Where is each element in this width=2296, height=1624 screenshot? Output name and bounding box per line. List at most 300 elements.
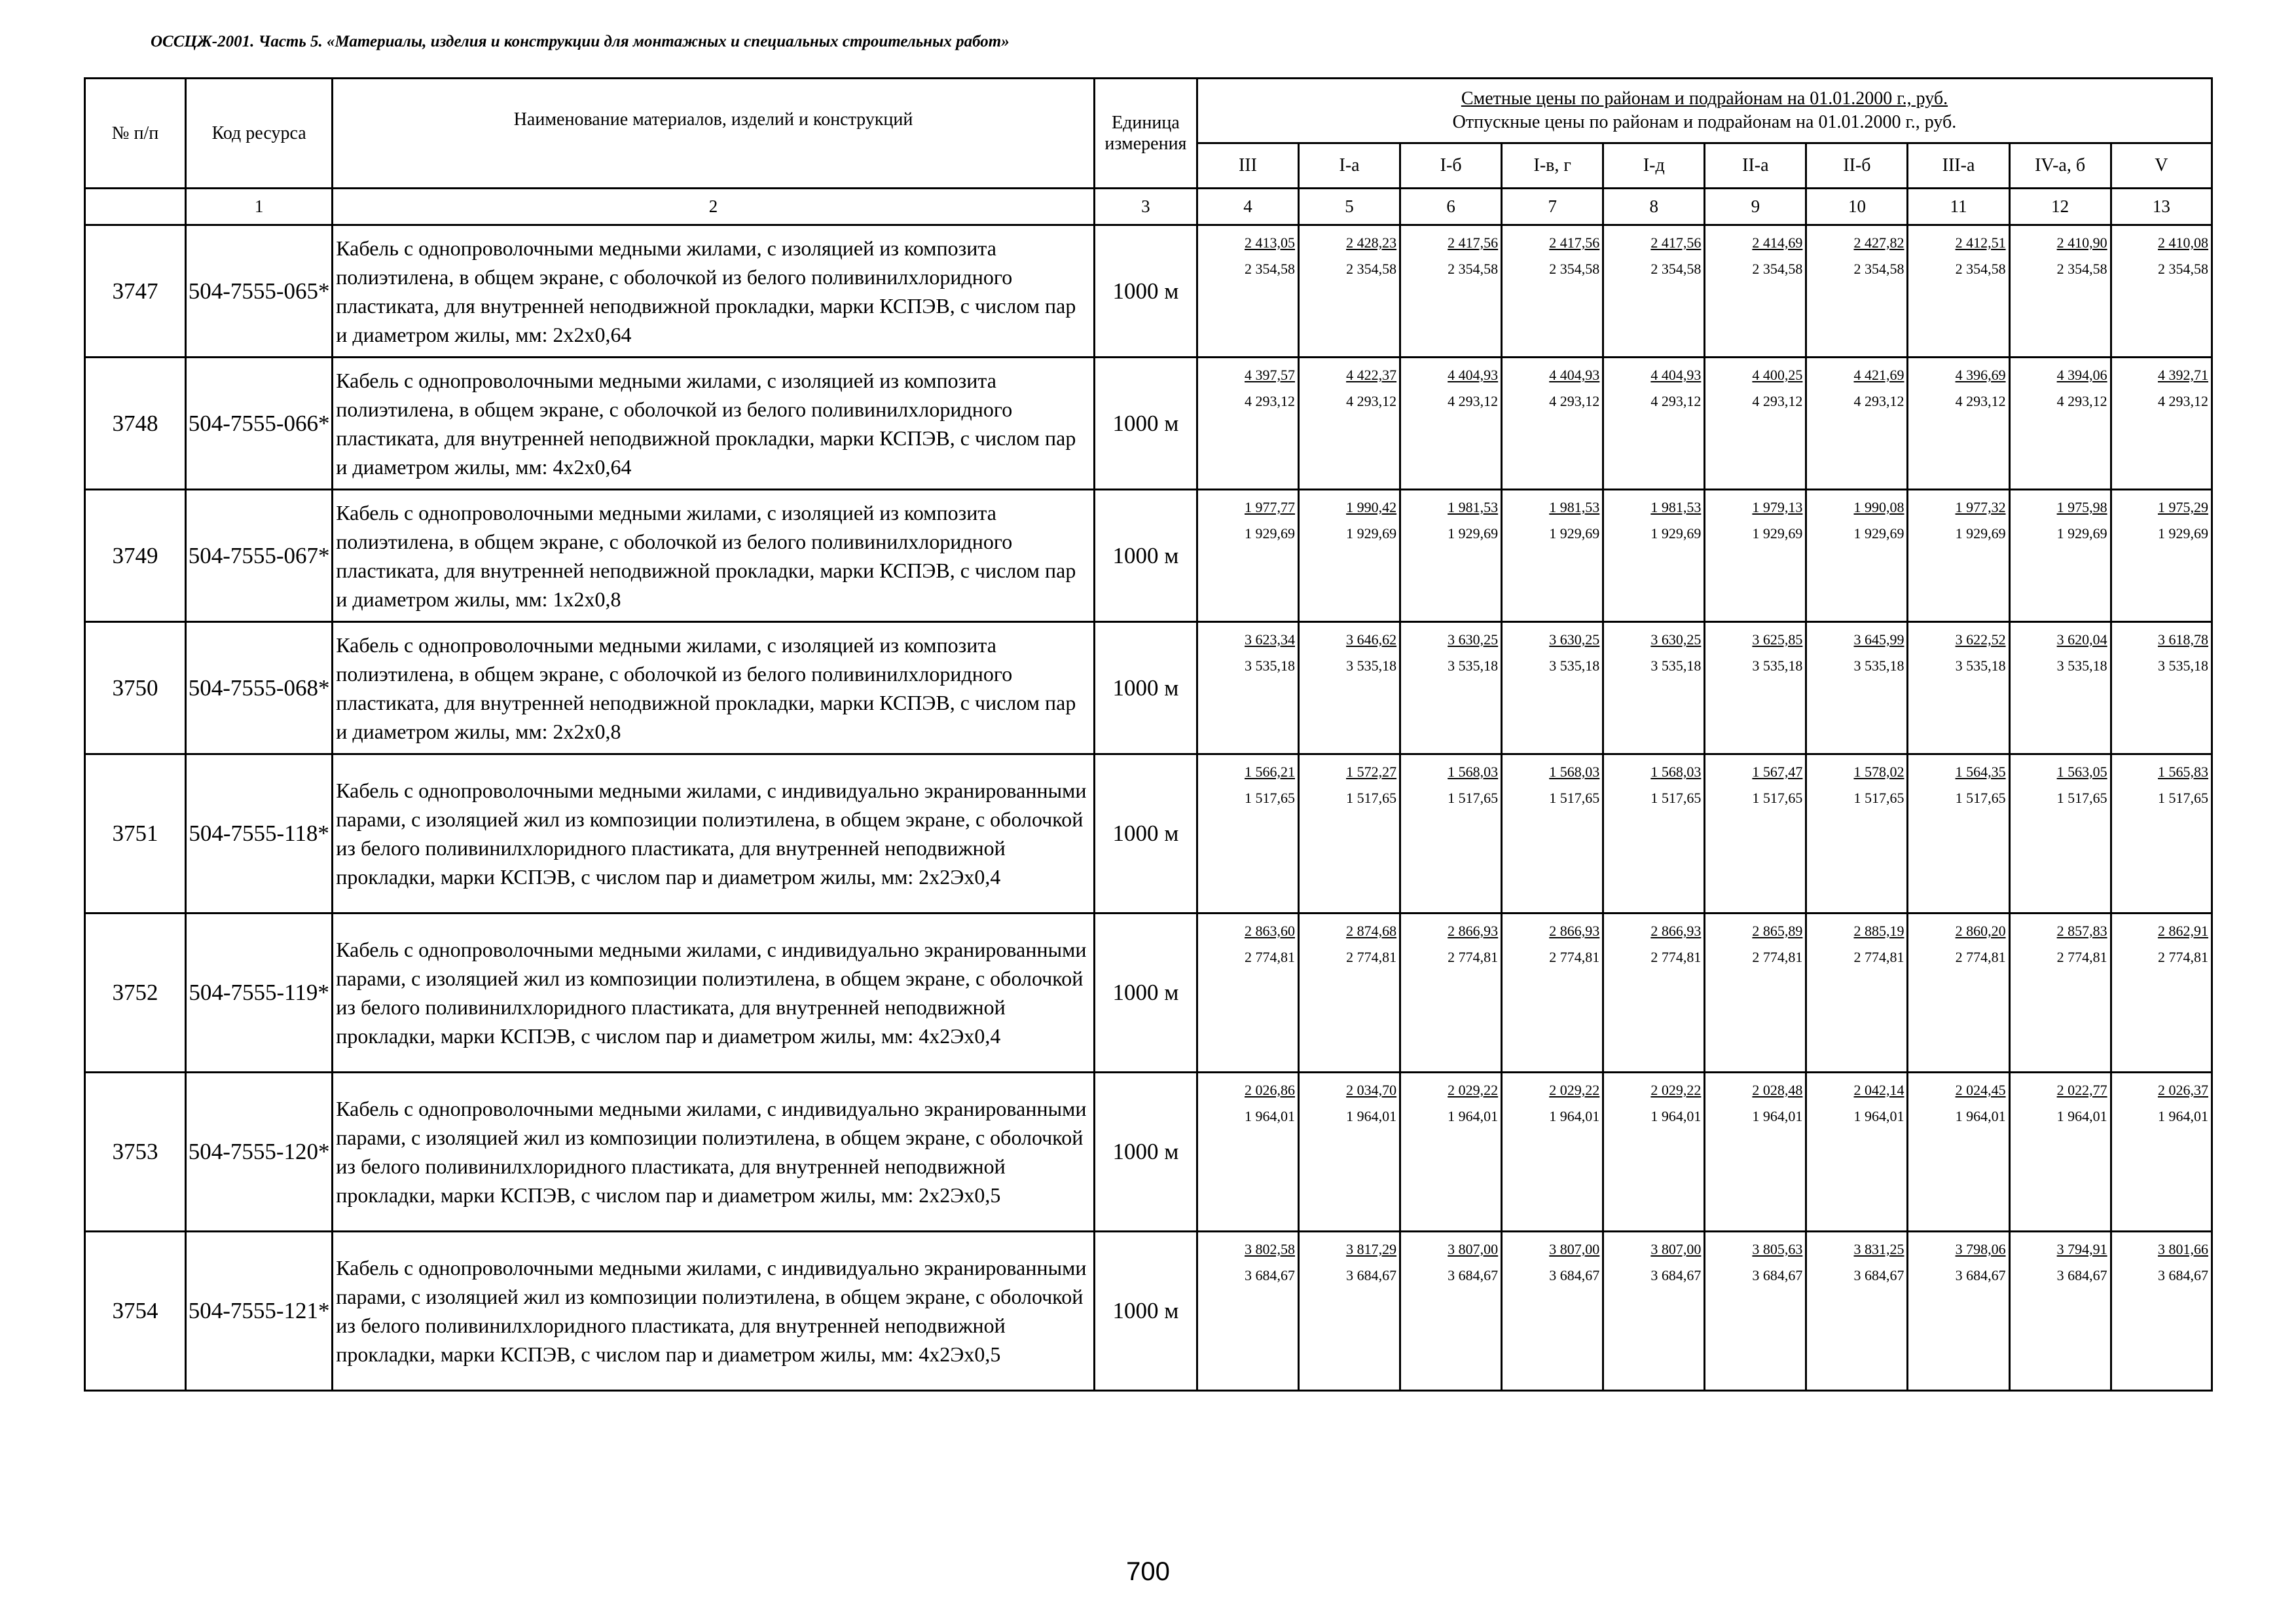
price-cell <box>2009 490 2111 622</box>
estimate-price: 2 410,90 <box>2056 234 2107 251</box>
release-price: 3 535,18 <box>1448 657 1499 674</box>
release-price: 2 774,81 <box>1955 949 2006 965</box>
region-header: I-д <box>1603 143 1705 189</box>
release-price: 1 964,01 <box>1448 1108 1499 1124</box>
release-price: 2 354,58 <box>1853 261 1904 277</box>
estimate-price: 2 427,82 <box>1853 234 1904 251</box>
release-price: 1 929,69 <box>1752 525 1803 542</box>
resource-code: 504-7555-067* <box>186 490 333 622</box>
estimate-price: 1 990,08 <box>1853 499 1904 515</box>
row-number: 3754 <box>85 1232 186 1391</box>
table-row <box>85 490 2212 622</box>
price-cell <box>1299 490 1400 622</box>
estimate-price: 4 400,25 <box>1752 367 1803 383</box>
estimate-price: 4 404,93 <box>1650 367 1702 383</box>
item-name: Кабель с однопроволочными медными жилами, с изоляцией из композита полиэтилена, в общем экране, с оболочкой из белого поливинилхлоридного пластиката, для внутренней неподвижной прокладки, марки КСПЭВ, с числом пар и диаметром жилы, мм: 2х2х0,8 <box>333 622 1095 754</box>
price-cell <box>2009 358 2111 490</box>
resource-code: 504-7555-068* <box>186 622 333 754</box>
estimate-price: 4 396,69 <box>1955 367 2006 383</box>
release-price: 2 774,81 <box>1650 949 1702 965</box>
release-price: 1 517,65 <box>1549 790 1600 806</box>
release-price: 3 535,18 <box>1955 657 2006 674</box>
estimate-price: 3 794,91 <box>2056 1241 2107 1257</box>
column-number-empty <box>85 189 186 225</box>
price-cell <box>1400 490 1502 622</box>
release-price: 3 535,18 <box>1752 657 1803 674</box>
region-header: III <box>1197 143 1298 189</box>
row-number: 3747 <box>85 225 186 358</box>
price-cell <box>2111 622 2212 754</box>
release-price: 2 354,58 <box>2158 261 2208 277</box>
price-cell <box>1705 490 1806 622</box>
resource-code: 504-7555-119* <box>186 913 333 1073</box>
estimate-price: 2 413,05 <box>1245 234 1296 251</box>
column-number: 10 <box>1806 189 1908 225</box>
column-number: 9 <box>1705 189 1806 225</box>
estimate-price: 1 568,03 <box>1650 764 1702 780</box>
unit-of-measure: 1000 м <box>1094 225 1197 358</box>
unit-of-measure: 1000 м <box>1094 913 1197 1073</box>
price-cell <box>1502 358 1603 490</box>
release-price: 2 354,58 <box>1448 261 1499 277</box>
row-number: 3750 <box>85 622 186 754</box>
estimate-price: 1 572,27 <box>1346 764 1397 780</box>
estimate-price: 2 022,77 <box>2056 1082 2107 1098</box>
price-cell <box>1299 1073 1400 1232</box>
col-header-num: № п/п <box>85 79 186 189</box>
estimate-price: 1 979,13 <box>1752 499 1803 515</box>
column-number: 13 <box>2111 189 2212 225</box>
table-row <box>85 754 2212 913</box>
resource-code: 504-7555-065* <box>186 225 333 358</box>
price-cell <box>2111 490 2212 622</box>
price-cell <box>1502 913 1603 1073</box>
price-cell <box>1400 225 1502 358</box>
release-price: 2 774,81 <box>1245 949 1296 965</box>
price-cell <box>1197 490 1298 622</box>
table-row <box>85 1073 2212 1232</box>
release-price: 1 964,01 <box>1955 1108 2006 1124</box>
document-header: ОССЦЖ-2001. Часть 5. «Материалы, изделия и конструкции для монтажных и специальных строительных работ» <box>151 33 1010 50</box>
region-header: I-а <box>1299 143 1400 189</box>
release-price: 1 517,65 <box>1955 790 2006 806</box>
price-cell <box>1603 913 1705 1073</box>
estimate-price: 1 981,53 <box>1549 499 1600 515</box>
region-header: III-а <box>1908 143 2009 189</box>
estimate-price: 1 567,47 <box>1752 764 1803 780</box>
release-price: 1 929,69 <box>1955 525 2006 542</box>
row-number: 3748 <box>85 358 186 490</box>
estimate-price: 2 857,83 <box>2056 923 2107 939</box>
column-number: 3 <box>1094 189 1197 225</box>
region-header: IV-а, б <box>2009 143 2111 189</box>
estimate-price: 3 646,62 <box>1346 631 1397 648</box>
price-cell <box>2009 754 2111 913</box>
price-cell <box>1197 358 1298 490</box>
region-header: II-б <box>1806 143 1908 189</box>
price-cell <box>1400 754 1502 913</box>
estimate-price: 3 630,25 <box>1448 631 1499 648</box>
release-price: 2 774,81 <box>1549 949 1600 965</box>
estimate-price: 2 863,60 <box>1245 923 1296 939</box>
price-cell <box>2009 225 2111 358</box>
price-cell <box>2009 913 2111 1073</box>
col-header-prices <box>1197 79 2212 143</box>
resource-code: 504-7555-066* <box>186 358 333 490</box>
price-header-estimate: Сметные цены по районам и подрайонам на 01.01.2000 г., руб. <box>1461 88 1948 109</box>
release-price: 1 964,01 <box>1853 1108 1904 1124</box>
estimate-price: 3 807,00 <box>1650 1241 1702 1257</box>
release-price: 3 684,67 <box>1549 1267 1600 1283</box>
release-price: 1 517,65 <box>1346 790 1397 806</box>
estimate-price: 2 885,19 <box>1853 923 1904 939</box>
estimate-price: 3 805,63 <box>1752 1241 1803 1257</box>
release-price: 4 293,12 <box>1650 393 1702 409</box>
estimate-price: 2 866,93 <box>1448 923 1499 939</box>
estimate-price: 2 029,22 <box>1549 1082 1600 1098</box>
region-header: II-а <box>1705 143 1806 189</box>
release-price: 1 929,69 <box>1448 525 1499 542</box>
release-price: 1 964,01 <box>1346 1108 1397 1124</box>
row-number: 3751 <box>85 754 186 913</box>
estimate-price: 3 630,25 <box>1549 631 1600 648</box>
price-cell <box>2111 754 2212 913</box>
release-price: 4 293,12 <box>1549 393 1600 409</box>
estimate-price: 1 568,03 <box>1448 764 1499 780</box>
price-cell <box>1400 622 1502 754</box>
price-cell <box>1705 225 1806 358</box>
price-cell <box>1908 913 2009 1073</box>
estimate-price: 1 568,03 <box>1549 764 1600 780</box>
page-number: 700 <box>1126 1557 1170 1586</box>
estimate-price: 1 975,29 <box>2158 499 2208 515</box>
item-name: Кабель с однопроволочными медными жилами, с изоляцией из композита полиэтилена, в общем экране, с оболочкой из белого поливинилхлоридного пластиката, для внутренней неподвижной прокладки, марки КСПЭВ, с числом пар и диаметром жилы, мм: 1х2х0,8 <box>333 490 1095 622</box>
estimate-price: 1 578,02 <box>1853 764 1904 780</box>
estimate-price: 2 417,56 <box>1448 234 1499 251</box>
price-cell <box>1908 1232 2009 1391</box>
price-cell <box>1603 225 1705 358</box>
release-price: 1 964,01 <box>1752 1108 1803 1124</box>
estimate-price: 3 807,00 <box>1549 1241 1600 1257</box>
col-header-code: Код ресурса <box>186 79 333 189</box>
column-number: 7 <box>1502 189 1603 225</box>
estimate-price: 1 981,53 <box>1650 499 1702 515</box>
unit-of-measure: 1000 м <box>1094 1073 1197 1232</box>
estimate-price: 4 397,57 <box>1245 367 1296 383</box>
unit-of-measure: 1000 м <box>1094 622 1197 754</box>
estimate-price: 2 874,68 <box>1346 923 1397 939</box>
estimate-price: 2 412,51 <box>1955 234 2006 251</box>
table-row <box>85 622 2212 754</box>
item-name: Кабель с однопроволочными медными жилами, с изоляцией из композита полиэтилена, в общем экране, с оболочкой из белого поливинилхлоридного пластиката, для внутренней неподвижной прокладки, марки КСПЭВ, с числом пар и диаметром жилы, мм: 4х2х0,64 <box>333 358 1095 490</box>
table-row <box>85 913 2212 1073</box>
resource-code: 504-7555-118* <box>186 754 333 913</box>
estimate-price: 1 565,83 <box>2158 764 2208 780</box>
item-name: Кабель с однопроволочными медными жилами, с изоляцией из композита полиэтилена, в общем экране, с оболочкой из белого поливинилхлоридного пластиката, для внутренней неподвижной прокладки, марки КСПЭВ, с числом пар и диаметром жилы, мм: 2х2х0,64 <box>333 225 1095 358</box>
release-price: 3 535,18 <box>1346 657 1397 674</box>
release-price: 3 684,67 <box>1448 1267 1499 1283</box>
price-cell <box>2111 913 2212 1073</box>
release-price: 4 293,12 <box>1853 393 1904 409</box>
release-price: 3 684,67 <box>2056 1267 2107 1283</box>
estimate-price: 2 026,37 <box>2158 1082 2208 1098</box>
estimate-price: 3 622,52 <box>1955 631 2006 648</box>
release-price: 3 684,67 <box>1346 1267 1397 1283</box>
release-price: 3 684,67 <box>2158 1267 2208 1283</box>
column-number-row <box>85 189 2212 225</box>
price-cell <box>1400 1232 1502 1391</box>
estimate-price: 1 563,05 <box>2056 764 2107 780</box>
unit-of-measure: 1000 м <box>1094 1232 1197 1391</box>
table-row <box>85 358 2212 490</box>
price-cell <box>1400 1073 1502 1232</box>
price-cell <box>1400 913 1502 1073</box>
release-price: 4 293,12 <box>1245 393 1296 409</box>
unit-of-measure: 1000 м <box>1094 754 1197 913</box>
estimate-price: 3 645,99 <box>1853 631 1904 648</box>
row-number: 3749 <box>85 490 186 622</box>
estimate-price: 1 981,53 <box>1448 499 1499 515</box>
column-number: 2 <box>333 189 1095 225</box>
estimate-price: 1 977,77 <box>1245 499 1296 515</box>
release-price: 4 293,12 <box>1346 393 1397 409</box>
release-price: 1 964,01 <box>1245 1108 1296 1124</box>
release-price: 1 517,65 <box>1752 790 1803 806</box>
price-cell <box>2111 1073 2212 1232</box>
release-price: 1 929,69 <box>1245 525 1296 542</box>
price-cell <box>1908 754 2009 913</box>
release-price: 2 354,58 <box>1650 261 1702 277</box>
release-price: 2 774,81 <box>2158 949 2208 965</box>
release-price: 1 964,01 <box>1549 1108 1600 1124</box>
release-price: 4 293,12 <box>2158 393 2208 409</box>
price-cell <box>1603 754 1705 913</box>
price-cell <box>2111 1232 2212 1391</box>
price-cell <box>1197 1073 1298 1232</box>
estimate-price: 1 564,35 <box>1955 764 2006 780</box>
price-cell <box>1603 358 1705 490</box>
price-cell <box>1400 358 1502 490</box>
release-price: 1 929,69 <box>1346 525 1397 542</box>
estimate-price: 4 394,06 <box>2056 367 2107 383</box>
estimate-price: 2 024,45 <box>1955 1082 2006 1098</box>
price-cell <box>1705 1232 1806 1391</box>
release-price: 2 774,81 <box>1752 949 1803 965</box>
price-header-release: Отпускные цены по районам и подрайонам на 01.01.2000 г., руб. <box>1452 112 1957 132</box>
price-cell <box>1603 490 1705 622</box>
table-row <box>85 225 2212 358</box>
release-price: 2 354,58 <box>1346 261 1397 277</box>
estimate-price: 2 034,70 <box>1346 1082 1397 1098</box>
price-cell <box>1806 1073 1908 1232</box>
price-cell <box>1299 358 1400 490</box>
price-cell <box>1908 490 2009 622</box>
estimate-price: 3 630,25 <box>1650 631 1702 648</box>
resource-code: 504-7555-120* <box>186 1073 333 1232</box>
release-price: 3 535,18 <box>1853 657 1904 674</box>
estimate-price: 2 029,22 <box>1448 1082 1499 1098</box>
estimate-price: 4 392,71 <box>2158 367 2208 383</box>
release-price: 2 354,58 <box>1752 261 1803 277</box>
estimate-price: 3 620,04 <box>2056 631 2107 648</box>
release-price: 2 354,58 <box>1245 261 1296 277</box>
column-number: 1 <box>186 189 333 225</box>
price-cell <box>1908 1073 2009 1232</box>
release-price: 3 535,18 <box>1650 657 1702 674</box>
row-number: 3753 <box>85 1073 186 1232</box>
price-cell <box>1705 913 1806 1073</box>
release-price: 3 684,67 <box>1955 1267 2006 1283</box>
release-price: 2 774,81 <box>1853 949 1904 965</box>
estimate-price: 2 866,93 <box>1650 923 1702 939</box>
column-number: 8 <box>1603 189 1705 225</box>
estimate-price: 3 623,34 <box>1245 631 1296 648</box>
estimate-price: 2 029,22 <box>1650 1082 1702 1098</box>
price-cell <box>1197 754 1298 913</box>
price-cell <box>1502 490 1603 622</box>
release-price: 3 684,67 <box>1650 1267 1702 1283</box>
estimate-price: 2 865,89 <box>1752 923 1803 939</box>
release-price: 3 535,18 <box>1245 657 1296 674</box>
table-row <box>85 1232 2212 1391</box>
col-header-unit: Единица измерения <box>1094 79 1197 189</box>
price-cell <box>1806 490 1908 622</box>
price-cell <box>1299 1232 1400 1391</box>
row-number: 3752 <box>85 913 186 1073</box>
estimate-price: 2 866,93 <box>1549 923 1600 939</box>
release-price: 3 535,18 <box>1549 657 1600 674</box>
price-cell <box>1299 913 1400 1073</box>
price-cell <box>1299 225 1400 358</box>
estimate-price: 4 421,69 <box>1853 367 1904 383</box>
item-name: Кабель с однопроволочными медными жилами, с индивидуально экранированными парами, с изоляцией жил из композиции полиэтилена, в общем экране, с оболочкой из белого поливинилхлоридного пластиката, для внутренней неподвижной прокладки, марки КСПЭВ, с числом пар и диаметром жилы, мм: 2х2Эх0,4 <box>333 754 1095 913</box>
release-price: 3 684,67 <box>1752 1267 1803 1283</box>
price-cell <box>1502 1073 1603 1232</box>
price-cell <box>1603 1232 1705 1391</box>
region-header: I-в, г <box>1502 143 1603 189</box>
price-cell <box>1197 1232 1298 1391</box>
estimate-price: 4 404,93 <box>1448 367 1499 383</box>
estimate-price: 3 831,25 <box>1853 1241 1904 1257</box>
estimate-price: 1 975,98 <box>2056 499 2107 515</box>
release-price: 2 354,58 <box>1549 261 1600 277</box>
release-price: 1 929,69 <box>1853 525 1904 542</box>
release-price: 2 774,81 <box>1448 949 1499 965</box>
release-price: 1 929,69 <box>2056 525 2107 542</box>
estimate-price: 3 807,00 <box>1448 1241 1499 1257</box>
estimate-price: 3 625,85 <box>1752 631 1803 648</box>
price-cell <box>1705 622 1806 754</box>
unit-of-measure: 1000 м <box>1094 490 1197 622</box>
release-price: 2 354,58 <box>2056 261 2107 277</box>
price-cell <box>2111 358 2212 490</box>
release-price: 1 517,65 <box>1245 790 1296 806</box>
price-cell <box>1806 358 1908 490</box>
release-price: 2 774,81 <box>1346 949 1397 965</box>
price-cell <box>1299 754 1400 913</box>
price-cell <box>1603 1073 1705 1232</box>
resource-code: 504-7555-121* <box>186 1232 333 1391</box>
price-cell <box>1806 225 1908 358</box>
estimate-price: 2 417,56 <box>1650 234 1702 251</box>
column-number: 5 <box>1299 189 1400 225</box>
price-cell <box>1502 622 1603 754</box>
price-cell <box>1806 754 1908 913</box>
release-price: 1 517,65 <box>1448 790 1499 806</box>
release-price: 1 929,69 <box>1549 525 1600 542</box>
price-cell <box>1806 622 1908 754</box>
price-cell <box>2009 622 2111 754</box>
release-price: 3 684,67 <box>1245 1267 1296 1283</box>
price-cell <box>1806 913 1908 1073</box>
price-cell <box>1705 358 1806 490</box>
release-price: 1 964,01 <box>1650 1108 1702 1124</box>
estimate-price: 2 428,23 <box>1346 234 1397 251</box>
price-cell <box>1299 622 1400 754</box>
estimate-price: 1 566,21 <box>1245 764 1296 780</box>
estimate-price: 2 860,20 <box>1955 923 2006 939</box>
estimate-price: 2 410,08 <box>2158 234 2208 251</box>
estimate-price: 3 798,06 <box>1955 1241 2006 1257</box>
price-cell <box>1197 225 1298 358</box>
price-cell <box>1502 1232 1603 1391</box>
column-number: 11 <box>1908 189 2009 225</box>
release-price: 1 964,01 <box>2158 1108 2208 1124</box>
estimate-price: 4 422,37 <box>1346 367 1397 383</box>
column-number: 4 <box>1197 189 1298 225</box>
release-price: 1 929,69 <box>2158 525 2208 542</box>
price-cell <box>1502 754 1603 913</box>
estimate-price: 3 817,29 <box>1346 1241 1397 1257</box>
price-cell <box>1908 622 2009 754</box>
release-price: 3 684,67 <box>1853 1267 1904 1283</box>
release-price: 4 293,12 <box>2056 393 2107 409</box>
unit-of-measure: 1000 м <box>1094 358 1197 490</box>
release-price: 4 293,12 <box>1955 393 2006 409</box>
price-cell <box>1705 754 1806 913</box>
release-price: 1 517,65 <box>2056 790 2107 806</box>
release-price: 1 964,01 <box>2056 1108 2107 1124</box>
price-cell <box>1502 225 1603 358</box>
price-cell <box>2111 225 2212 358</box>
price-table <box>84 77 2213 1392</box>
price-cell <box>2009 1073 2111 1232</box>
estimate-price: 2 028,48 <box>1752 1082 1803 1098</box>
item-name: Кабель с однопроволочными медными жилами, с индивидуально экранированными парами, с изоляцией жил из композиции полиэтилена, в общем экране, с оболочкой из белого поливинилхлоридного пластиката, для внутренней неподвижной прокладки, марки КСПЭВ, с числом пар и диаметром жилы, мм: 4х2Эх0,4 <box>333 913 1095 1073</box>
estimate-price: 1 977,32 <box>1955 499 2006 515</box>
header-row <box>85 79 2212 143</box>
release-price: 2 774,81 <box>2056 949 2107 965</box>
estimate-price: 3 802,58 <box>1245 1241 1296 1257</box>
estimate-price: 4 404,93 <box>1549 367 1600 383</box>
estimate-price: 2 414,69 <box>1752 234 1803 251</box>
column-number: 12 <box>2009 189 2111 225</box>
region-header: I-б <box>1400 143 1502 189</box>
item-name: Кабель с однопроволочными медными жилами, с индивидуально экранированными парами, с изоляцией жил из композиции полиэтилена, в общем экране, с оболочкой из белого поливинилхлоридного пластиката, для внутренней неподвижной прокладки, марки КСПЭВ, с числом пар и диаметром жилы, мм: 2х2Эх0,5 <box>333 1073 1095 1232</box>
estimate-price: 3 801,66 <box>2158 1241 2208 1257</box>
price-cell <box>1603 622 1705 754</box>
price-cell <box>1197 913 1298 1073</box>
price-cell <box>2009 1232 2111 1391</box>
release-price: 3 535,18 <box>2158 657 2208 674</box>
price-cell <box>1908 225 2009 358</box>
col-header-name: Наименование материалов, изделий и конструкций <box>333 79 1095 189</box>
release-price: 3 535,18 <box>2056 657 2107 674</box>
column-number: 6 <box>1400 189 1502 225</box>
estimate-price: 1 990,42 <box>1346 499 1397 515</box>
price-cell <box>1197 622 1298 754</box>
region-header: V <box>2111 143 2212 189</box>
